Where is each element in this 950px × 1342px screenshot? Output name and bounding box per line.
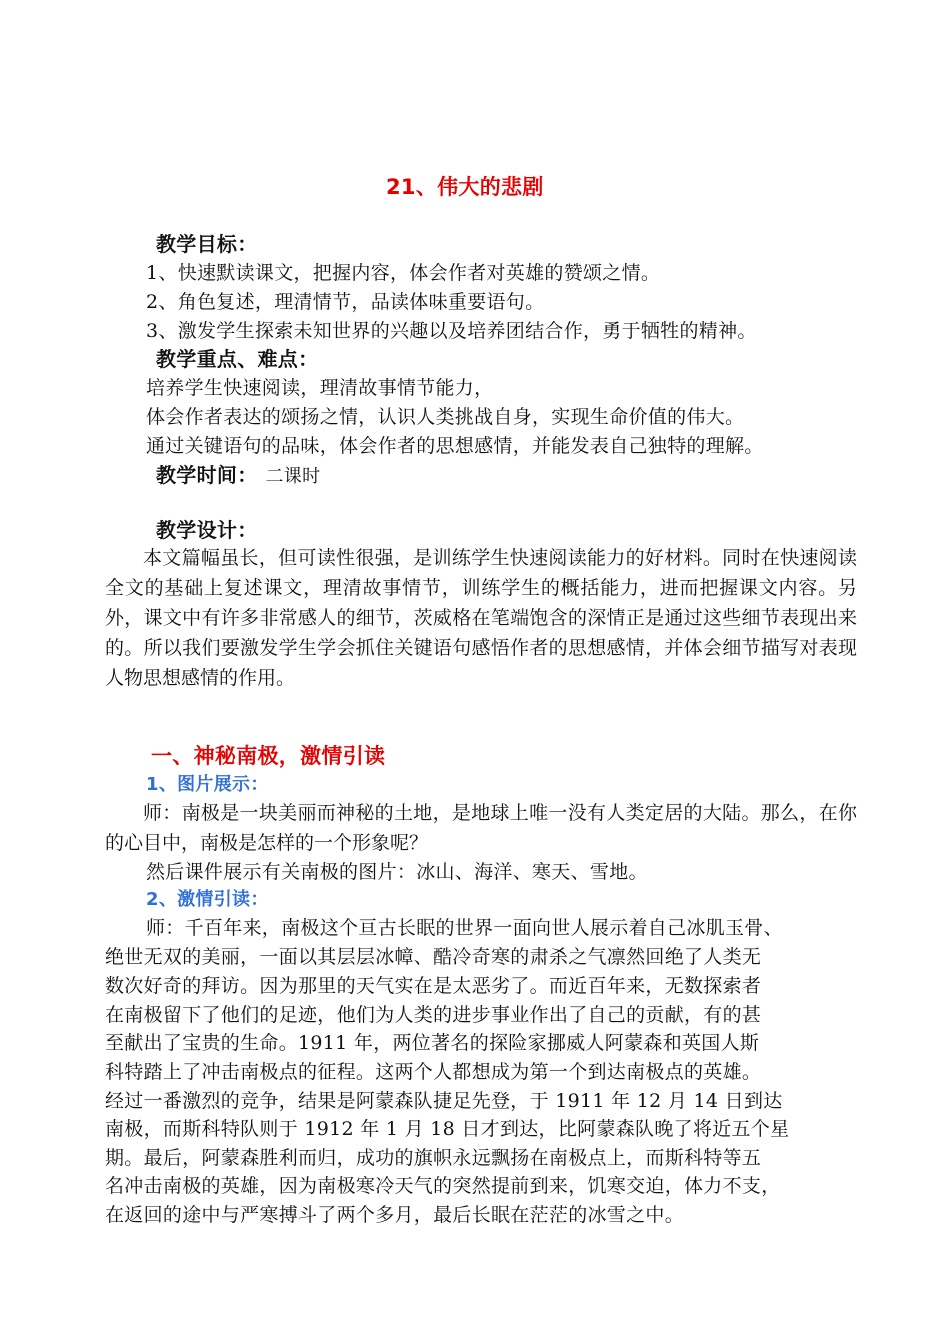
sub2-line: 南极，而斯科特队则于 1912 年 1 月 18 日才到达，比阿蒙森队晚了将近五个星 bbox=[105, 1118, 790, 1140]
key-point-item: 体会作者表达的颂扬之情，认识人类挑战自身，实现生命价值的伟大。 bbox=[146, 406, 745, 428]
sub1-paragraph2: 然后课件展示有关南极的图片：冰山、海洋、寒天、雪地。 bbox=[146, 861, 648, 883]
sub2-line: 数次好奇的拜访。因为那里的天气实在是太恶劣了。而近百年来，无数探索者 bbox=[105, 975, 762, 997]
key-point-item: 培养学生快速阅读，理清故事情节能力， bbox=[146, 377, 494, 399]
section1-heading: 一、神秘南极，激情引读 bbox=[151, 744, 386, 768]
sub2-heading: 2、激情引读： bbox=[146, 889, 269, 910]
objective-item: 2、角色复述，理清情节，品读体味重要语句。 bbox=[146, 291, 545, 313]
sub2-line: 科特踏上了冲击南极点的征程。这两个人都想成为第一个到达南极点的英雄。 bbox=[105, 1061, 762, 1083]
objective-item: 3、激发学生探索未知世界的兴趣以及培养团结合作，勇于牺牲的精神。 bbox=[146, 320, 757, 342]
sub2-line: 绝世无双的美丽，一面以其层层冰幛、酷冷奇寒的肃杀之气凛然回绝了人类无 bbox=[105, 946, 762, 968]
design-paragraph: 本文篇幅虽长，但可读性很强，是训练学生快速阅读能力的好材料。同时在快速阅读全文的基础上复述课文，理清故事情节，训练学生的概括能力，进而把握课文内容。另外，课文中有许多非常感人的细节，茨威格在笔端饱含的深情正是通过这些细节表现出来的。所以我们要激发学生学会抓住关键语句感悟作者的思想感情，并体会细节描写对表现人物思想感情的作用。 bbox=[105, 547, 857, 689]
time-heading bbox=[156, 460, 320, 492]
sub2-line: 期。最后，阿蒙森胜利而归，成功的旗帜永远飘扬在南极点上，而斯科特等五 bbox=[105, 1147, 762, 1169]
sub1-heading: 1、图片展示： bbox=[146, 774, 269, 795]
sub2-line: 名冲击南极的英雄，因为南极寒冷天气的突然提前到来，饥寒交迫，体力不支， bbox=[105, 1175, 781, 1197]
sub2-line: 师：千百年来，南极这个亘古长眠的世界一面向世人展示着自己冰肌玉骨、 bbox=[146, 917, 783, 939]
sub1-paragraph: 师：南极是一块美丽而神秘的土地，是地球上唯一没有人类定居的大陆。那么，在你的心目中，南极是怎样的一个形象呢？ bbox=[105, 802, 857, 854]
sub2-line: 经过一番激烈的竞争，结果是阿蒙森队捷足先登，于 1911 年 12 月 14 日到达 bbox=[105, 1090, 783, 1112]
sub2-line: 至献出了宝贵的生命。1911 年，两位著名的探险家挪威人阿蒙森和英国人斯 bbox=[105, 1032, 760, 1054]
sub2-line: 在返回的途中与严寒搏斗了两个多月，最后长眠在茫茫的冰雪之中。 bbox=[105, 1204, 685, 1226]
design-heading: 教学设计： bbox=[156, 518, 258, 542]
time-value: 二课时 bbox=[265, 466, 321, 487]
objectives-heading: 教学目标： bbox=[156, 232, 258, 256]
objective-item: 1、快速默读课文，把握内容，体会作者对英雄的赞颂之情。 bbox=[146, 262, 661, 284]
time-label: 教学时间： bbox=[156, 463, 258, 487]
key-points-heading: 教学重点、难点： bbox=[156, 347, 319, 371]
page-title: 21、伟大的悲剧 bbox=[386, 175, 544, 199]
key-point-item: 通过关键语句的品味，体会作者的思想感情，并能发表自己独特的理解。 bbox=[146, 435, 764, 457]
sub2-line: 在南极留下了他们的足迹，他们为人类的进步事业作出了自己的贡献，有的甚 bbox=[105, 1004, 762, 1026]
